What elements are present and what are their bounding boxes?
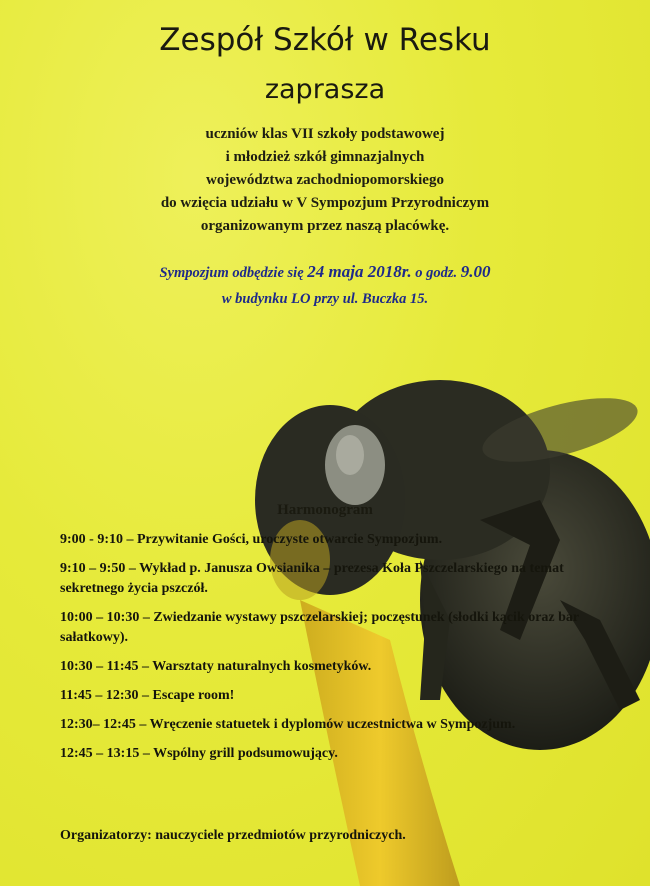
event-place: w budynku LO przy ul. Buczka 15. xyxy=(221,291,429,307)
schedule-item: 9:10 – 9:50 – Wykład p. Janusza Owsianika – prezesa Koła Pszczelarskiego na temat sekretnego życia pszczół. xyxy=(60,561,564,596)
intro-text xyxy=(0,123,650,238)
event-info xyxy=(0,259,650,312)
page-subtitle: zaprasza xyxy=(264,74,386,105)
schedule-item: 12:30– 12:45 – Wręczenie statuetek i dyplomów uczestnictwa w Sympozjum. xyxy=(60,717,516,732)
event-time-prefix: o godz. xyxy=(415,265,458,281)
event-prefix: Sympozjum odbędzie się xyxy=(159,265,304,281)
intro-line: do wzięcia udziału w V Sympozjum Przyrodniczym xyxy=(160,195,490,211)
intro-line: i młodzież szkół gimnazjalnych xyxy=(225,149,425,165)
intro-line: województwa zachodniopomorskiego xyxy=(206,172,444,188)
schedule-item: 9:00 - 9:10 – Przywitanie Gości, uroczyste otwarcie Sympozjum. xyxy=(60,532,443,547)
schedule-heading: Harmonogram xyxy=(277,502,373,518)
page-title: Zespół Szkół w Resku xyxy=(159,22,491,58)
schedule-item: 10:00 – 10:30 – Zwiedzanie wystawy pszczelarskiej; poczęstunek (słodki kącik oraz bar sałatkowy). xyxy=(60,610,579,645)
event-time: 9.00 xyxy=(460,262,491,281)
schedule-item: 10:30 – 11:45 – Warsztaty naturalnych kosmetyków. xyxy=(60,659,372,674)
schedule-list xyxy=(60,530,600,773)
event-date: 24 maja 2018r. xyxy=(307,262,412,281)
intro-line: uczniów klas VII szkoły podstawowej xyxy=(205,126,445,142)
organizers-note: Organizatorzy: nauczyciele przedmiotów przyrodniczych. xyxy=(60,828,406,843)
intro-line: organizowanym przez naszą placówkę. xyxy=(200,218,450,234)
schedule-item: 12:45 – 13:15 – Wspólny grill podsumowujący. xyxy=(60,746,338,761)
schedule-item: 11:45 – 12:30 – Escape room! xyxy=(60,688,235,703)
